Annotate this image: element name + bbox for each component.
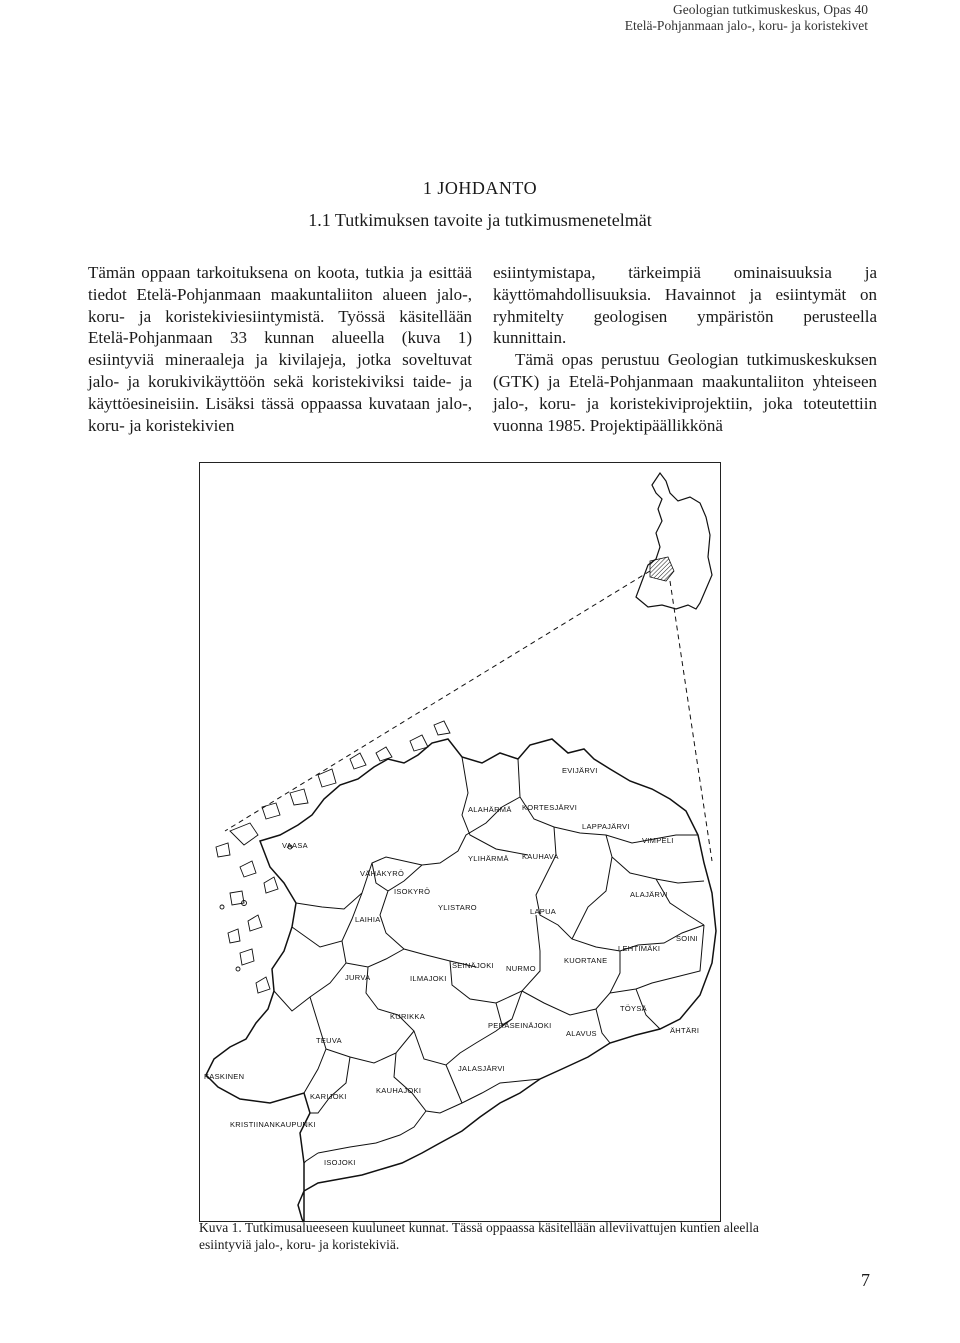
study-area-hatch	[650, 557, 674, 581]
right-column	[493, 262, 877, 436]
chapter-title: 1 JOHDANTO	[422, 178, 538, 198]
section-title: 1.1 Tutkimuksen tavoite ja tutkimusmenetelmät	[308, 210, 652, 230]
label-lapua: LAPUA	[530, 907, 557, 916]
label-kauhava: KAUHAVA	[522, 852, 559, 861]
label-alaharma: ALAHÄRMÄ	[468, 805, 512, 814]
label-karijoki: KARIJOKI	[310, 1092, 347, 1101]
label-vimpeli: VIMPELI	[642, 836, 674, 845]
municipality-map	[200, 463, 720, 1221]
label-toysa: TÖYSÄ	[620, 1004, 647, 1013]
label-kauhajoki: KAUHAJOKI	[376, 1086, 422, 1095]
label-alajarvi: ALAJÄRVI	[630, 890, 668, 899]
label-laihia: LAIHIA	[355, 915, 381, 924]
label-lappajarvi: LAPPAJÄRVI	[582, 822, 630, 831]
label-teuva: TEUVA	[316, 1036, 342, 1045]
label-evijarvi: EVIJÄRVI	[562, 766, 598, 775]
label-yliharma: YLIHÄRMÄ	[468, 854, 509, 863]
label-lehtimaki: LEHTIMÄKI	[618, 944, 661, 953]
label-isokyro: ISOKYRÖ	[394, 887, 431, 896]
label-kurikka: KURIKKA	[390, 1012, 426, 1021]
map-figure	[199, 462, 721, 1222]
left-column	[88, 262, 472, 436]
header-line-1: Geologian tutkimuskeskus, Opas 40	[673, 2, 868, 17]
right-paragraph-2: Tämä opas perustuu Geologian tutkimuskeskuksen (GTK) ja Etelä-Pohjanmaan maakuntaliiton yhteiseen jalo-, koru- ja koristekiviprojektiin, joka toteutettiin vuonna 1985. Projektipäällikkönä	[493, 350, 877, 435]
projection-line-left	[225, 571, 650, 831]
label-alavus: ALAVUS	[566, 1029, 597, 1038]
label-vahakyro: VÄHÄKYRÖ	[360, 869, 405, 878]
label-jalasjarvi: JALASJÄRVI	[458, 1064, 506, 1073]
label-soini: SOINI	[676, 934, 698, 943]
running-header	[625, 2, 868, 34]
label-ahtari: ÄHTÄRI	[670, 1026, 700, 1035]
finland-inset-outline	[636, 473, 712, 609]
municipal-borders	[274, 757, 704, 1163]
label-kortesjarvi: KORTESJÄRVI	[522, 803, 578, 812]
header-line-2: Etelä-Pohjanmaan jalo-, koru- ja koristekivet	[624, 18, 868, 33]
label-kuortane: KUORTANE	[564, 956, 608, 965]
projection-line-right	[670, 581, 712, 861]
label-kristiinankaupunki: KRISTIINANKAUPUNKI	[230, 1120, 316, 1129]
right-paragraph-1: esiintymistapa, tärkeimpiä ominaisuuksia ja käyttömahdollisuuksia. Havainnot ja esiintymät on ryhmitelty geologisen ympäristön perusteella kunnittain.	[493, 263, 877, 348]
region-outline	[206, 739, 716, 1221]
label-ilmajoki: ILMAJOKI	[410, 974, 447, 983]
map-labels	[204, 766, 699, 1167]
page-number: 7	[861, 1270, 870, 1290]
label-isojoki: ISOJOKI	[324, 1158, 356, 1167]
label-ylistaro: YLISTARO	[438, 903, 477, 912]
figure-caption: Kuva 1. Tutkimusalueeseen kuuluneet kunnat. Tässä oppaassa käsitellään alleviivattujen kuntien aleella esiintyviä jalo-, koru- ja koristekiviä.	[199, 1220, 759, 1252]
label-perasenajoki: PERÄSEINÄJOKI	[488, 1021, 552, 1030]
label-nurmo: NURMO	[506, 964, 536, 973]
label-jurva: JURVA	[345, 973, 371, 982]
label-seinajoki: SEINÄJOKI	[452, 961, 494, 970]
label-kaskinen: KASKINEN	[204, 1072, 245, 1081]
label-vaasa: VAASA	[282, 841, 308, 850]
left-paragraph: Tämän oppaan tarkoituksena on koota, tutkia ja esittää tiedot Etelä-Pohjanmaan maakuntaliiton alueen jalo-, koru- ja koristekiviesiintymistä. Työssä käsitellään Etelä-Pohjanmaan 33 kunnan alueella (kuva 1) esiintyviä mineraaleja ja kivilajeja, jotka soveltuvat jalo- ja korukivikäyttöön sekä koristekiviksi taide- ja käyttöesineisiin. Lisäksi tässä oppaassa kuvataan jalo-, koru- ja koristekivien	[88, 263, 472, 435]
